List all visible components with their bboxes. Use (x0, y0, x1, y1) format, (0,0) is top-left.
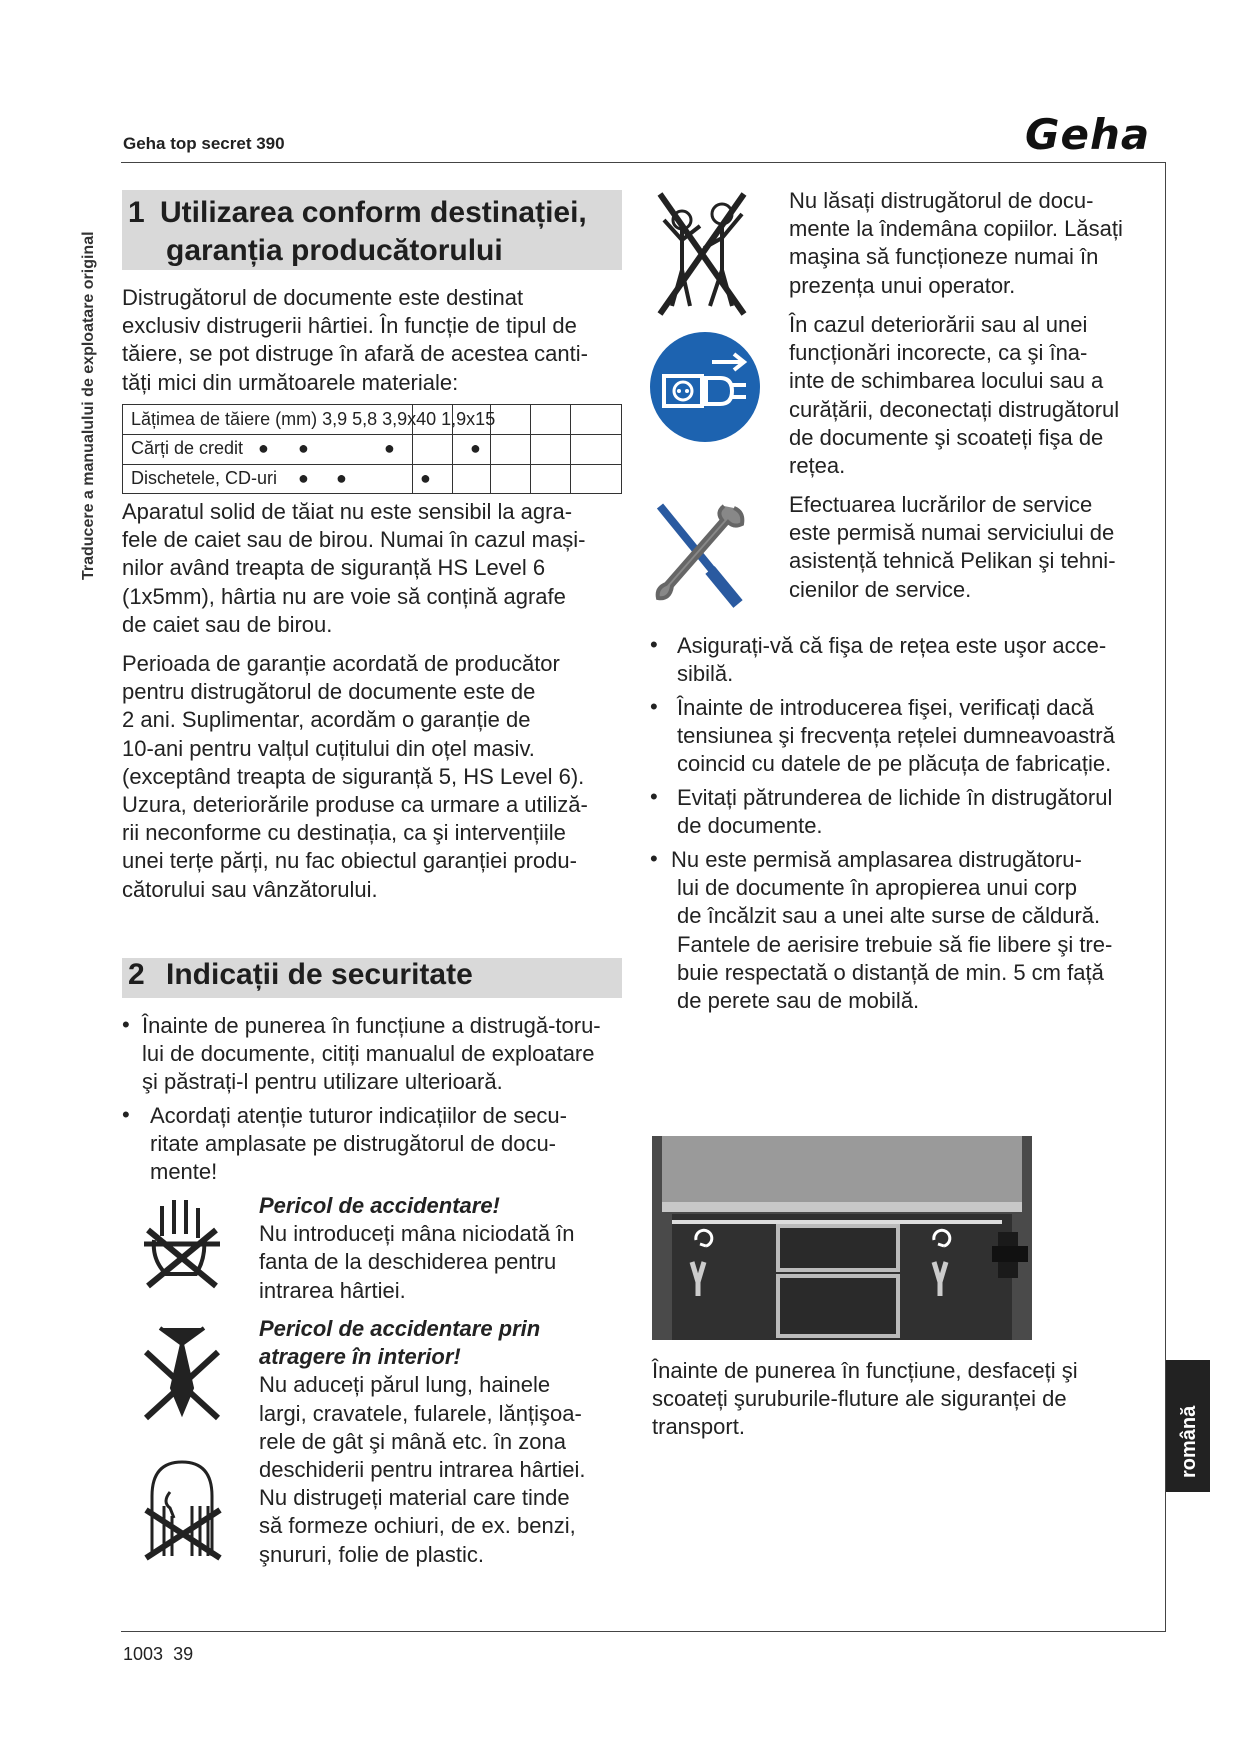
side-label: Traducere a manualului de exploatare original (80, 231, 97, 580)
section-1-heading (122, 190, 622, 270)
section-number: 1 (128, 196, 145, 229)
dot-mark: ● (258, 438, 269, 458)
dot-mark: ● (384, 438, 395, 458)
bullet-marker: • (650, 632, 658, 657)
bullet-marker: • (650, 694, 658, 719)
list-item: Nu este permisă amplasarea distrugătoru- lui de documente în apropierea unui corp de încălzit sau a unei alte surse de căldură. Fantele de aerisire trebuie să fie libere şi tre- buie respectată o distanță de min. 5 cm față de perete sau de mobilă. (671, 847, 1113, 1014)
section-1-para3: Perioada de garanție acordată de producător pentru distrugătorul de documente este de 2 ani. Suplimentar, acordăm o garanție de 10-ani pentru valțul cuțitului din oțel masiv. (exceptând treapta de siguranță 5, HS Level 6). Uzura, deteriorările produse ca urmare a utiliză- rii neconforme cu destinația, ca şi intervențiile unei terțe părți, nu fac obiectul garanției produ- cătorului sau vânzătorului. (122, 651, 588, 902)
bullet-marker: • (122, 1102, 130, 1127)
dot-mark: ● (336, 468, 347, 488)
list-item: Evitați pătrunderea de lichide în distrugătorul de documente. (677, 785, 1113, 839)
tools-service-icon (650, 496, 750, 608)
unplug-mandatory-icon (650, 332, 760, 442)
section-title-line2: garanția producătorului (166, 234, 503, 267)
bullet-marker: • (650, 846, 658, 871)
warning-hand: Pericol de accidentare! Nu introduceți mâna niciodată în fanta de la deschiderea pentru intrarea hârtiei. (259, 1193, 575, 1303)
footer-rule (121, 1631, 1166, 1632)
dot-mark: ● (298, 438, 309, 458)
transport-lock-photo (652, 1136, 1032, 1340)
unplug-instruction: În cazul deteriorării sau al unei funcționări incorecte, ca şi îna- inte de schimbarea locului sau a curățării, deconectați distrugătorul de documente şi scoateți fişa de rețea. (789, 312, 1120, 479)
no-children-icon (652, 190, 752, 320)
section-title-line1: Utilizarea conform destinației, (160, 196, 587, 229)
shredder-photo-illustration (652, 1136, 1032, 1340)
page-footer (123, 1644, 193, 1665)
list-item: Înainte de punerea în funcțiune a distrugă-toru- lui de documente, citiți manualul de exploatare şi păstrați-l pentru utilizare ulterioară. (142, 1013, 601, 1095)
children-warning: Nu lăsați distrugătorul de docu- mente la îndemâna copiilor. Lăsați maşina să funcționeze numai în prezența unui operator. (789, 188, 1123, 298)
table-row-label: Cărți de credit (131, 438, 244, 458)
dot-mark: ● (470, 438, 481, 458)
service-note: Efectuarea lucrărilor de service este permisă numai serviciului de asistență tehnică Pelikan şi tehni- cienilor de service. (789, 492, 1116, 602)
material-table (122, 404, 622, 494)
no-tie-icon (140, 1322, 224, 1422)
section-title: Indicații de securitate (166, 958, 473, 991)
warning-title: atragere în interior! (259, 1344, 461, 1370)
dot-mark: ● (298, 468, 309, 488)
no-long-hair-icon (140, 1456, 224, 1562)
photo-caption: Înainte de punerea în funcțiune, desfaceți şi scoateți şuruburile-fluture ale siguranței de transport. (652, 1358, 1078, 1440)
section-1-intro: Distrugătorul de documente este destinat exclusiv distrugerii hârtiei. În funcție de tipul de tăiere, se pot distruge în afară de acestea canti- tăți mici din următoarele materiale: (122, 285, 588, 395)
dot-mark: ● (420, 468, 431, 488)
document-title: Geha top secret 390 (123, 134, 285, 153)
list-item: Înainte de introducerea fişei, verificați dacă tensiunea şi frecvența rețelei dumneavoastră coincid cu datele de pe plăcuța de fabricație. (677, 695, 1115, 777)
language-tab: română (1166, 1360, 1210, 1492)
geha-logo: Geha (1025, 110, 1151, 159)
header-rule (121, 162, 1166, 163)
document-code: 1003 (123, 1644, 164, 1664)
bullet-marker: • (650, 784, 658, 809)
warning-title: Pericol de accidentare prin (259, 1316, 541, 1341)
list-item: Acordați atenție tuturor indicațiilor de secu- ritate amplasate pe distrugătorul de docu- mente! (150, 1103, 567, 1185)
table-row-label: Dischetele, CD-uri (131, 468, 278, 488)
page-number: 39 (173, 1644, 194, 1664)
list-item: Asigurați-vă că fişa de rețea este uşor acce- sibilă. (677, 633, 1107, 687)
no-hand-icon (140, 1196, 224, 1292)
warning-title: Pericol de accidentare! (259, 1193, 500, 1218)
section-2-heading (122, 958, 622, 998)
section-1-para2: Aparatul solid de tăiat nu este sensibil la agra- fele de caiet sau de birou. Numai în cazul mași- nilor având treapta de siguranță HS Level 6 (1x5mm), hârtia nu are voie să conțină agrafe de caiet sau de birou. (122, 499, 586, 637)
section-number: 2 (128, 958, 145, 991)
warning-entanglement: Pericol de accidentare prin atragere în interior! Nu aduceți părul lung, hainele largi, cravatele, fularele, lănțişoa- rele de gât şi mână etc. în zona deschiderii pentru intrarea hârtiei. Nu distrugeți material care tinde să formeze ochiuri, de ex. benzi, şnururi, folie de plastic. (259, 1316, 586, 1567)
bullet-marker: • (122, 1012, 130, 1037)
table-header: Lățimea de tăiere (mm) 3,9 5,8 3,9x40 1,9x15 (131, 409, 496, 429)
